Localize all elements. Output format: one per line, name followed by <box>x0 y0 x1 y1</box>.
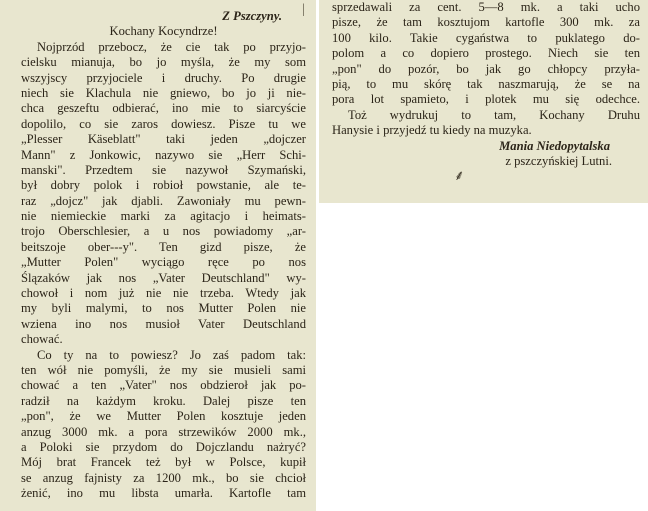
text-line: Hanysie i przyjedź tu kiedy na muzyka. <box>332 123 532 138</box>
text-line: „pon" do pozór, bo jak go chłopcy przyła- <box>332 61 640 76</box>
text-line: 100 kilo. Takie cygaństwa to puklatego do- <box>332 30 640 45</box>
text-line: Mój brat Francek też był w Polsce, kupił <box>21 455 306 470</box>
text-line: wszyjscy przyjociele i druchy. Po drugie <box>21 70 306 85</box>
text-line: „Mutter Polen" wyciągo ręce po nos <box>21 255 306 270</box>
text-line: radził na każdym kroku. Dalej pisze ten <box>21 393 306 408</box>
text-line: anzug 3000 mk. a pora strzewików 2000 mk., <box>21 424 306 439</box>
text-line: pią, to mu skórę tak naszmarują, że se na <box>332 76 640 91</box>
text-line: chować. <box>21 332 63 347</box>
column-rule-mark: | <box>302 2 305 17</box>
signature-name: Mania Niedopytalska <box>499 138 610 153</box>
right-body-text <box>332 0 640 139</box>
text-line: „Plesser Käseblatt" taki jeden „dojczer <box>21 132 306 147</box>
text-line: żenić, ino mu libsta umarła. Kartofle tam <box>21 486 306 501</box>
text-line: sprzedawali za cent. 5—8 mk. a taki ucho <box>332 0 640 14</box>
ornament-icon: ⸙ <box>454 169 465 185</box>
text-line: beitszoje ober---y". Ten gizd pisze, że <box>21 239 306 254</box>
text-line: „pon", że we Mutter Polen kosztuje jeden <box>21 409 306 424</box>
left-column <box>0 0 316 511</box>
text-line: trojo Oberschlesier, a u nos powiadomy „ar- <box>21 224 306 239</box>
text-line: Co ty na to powiesz? Jo zaś padom tak: <box>37 347 306 362</box>
text-line: Ślązaków jak nos „Vater Deutschland" wy- <box>21 270 306 285</box>
text-line: se anzug fajnisty za 1200 mk., bo sie chcioł <box>21 470 306 485</box>
right-column <box>319 0 648 203</box>
text-line: wziena ino nos musioł Vater Deutschland <box>21 316 306 331</box>
text-line: Toż wydrukuj to tam, Kochany Druhu <box>348 107 640 122</box>
text-line: pisze, że tam kosztujom kartofle 300 mk. za <box>332 15 640 30</box>
salutation: Kochany Kocyndrze! <box>109 24 218 39</box>
dateline-place: Z Pszczyny. <box>222 9 282 23</box>
text-line: ten wół nie pomyśli, że my sie musieli sami <box>21 362 306 377</box>
text-line: raz „dojcz" jak djabli. Zawoniały mu pewn- <box>21 193 306 208</box>
text-line: polom a co dopiero prostego. Niech sie ten <box>332 46 640 61</box>
text-line: Nojprzód przebocz, że cie tak po przyjo- <box>37 39 306 54</box>
text-line: dopolilo, co sie zaros dowiesz. Pisze tu we <box>21 116 306 131</box>
text-line: niech sie Klachula nie gniewo, bo jo ji nie- <box>21 85 306 100</box>
text-line: Mann" z Jonkowic, nazywo sie „Herr Schi- <box>21 147 306 162</box>
text-line: my byli malymi, to nos Mutter Polen nie <box>21 301 306 316</box>
text-line: a Poloki sie przydom do Dojczlandu nażryć? <box>21 439 306 454</box>
signature-organization: z pszczyńskiej Lutni. <box>505 153 612 168</box>
text-line: pora lot spamieto, i plotek mu się odechce. <box>332 92 640 107</box>
text-line: chować a ten „Vater" nos obdzieroł jak po- <box>21 378 306 393</box>
text-line: chca geszeftu odbierać, ino mie to siarcyście <box>21 101 306 116</box>
text-line: chowoł i nom już nie nie trzeba. Wtedy jak <box>21 286 306 301</box>
text-line: manski". Przedtem sie nazywoł Szymański, <box>21 162 306 177</box>
text-line: cielsku mianuja, bo jo myśla, że my som <box>21 55 306 70</box>
text-line: był dobry polok i robioł powstanie, ale te- <box>21 178 306 193</box>
left-body-text <box>21 40 306 502</box>
text-line: nie niemieckie marki za agitacjo i heimats- <box>21 209 306 224</box>
